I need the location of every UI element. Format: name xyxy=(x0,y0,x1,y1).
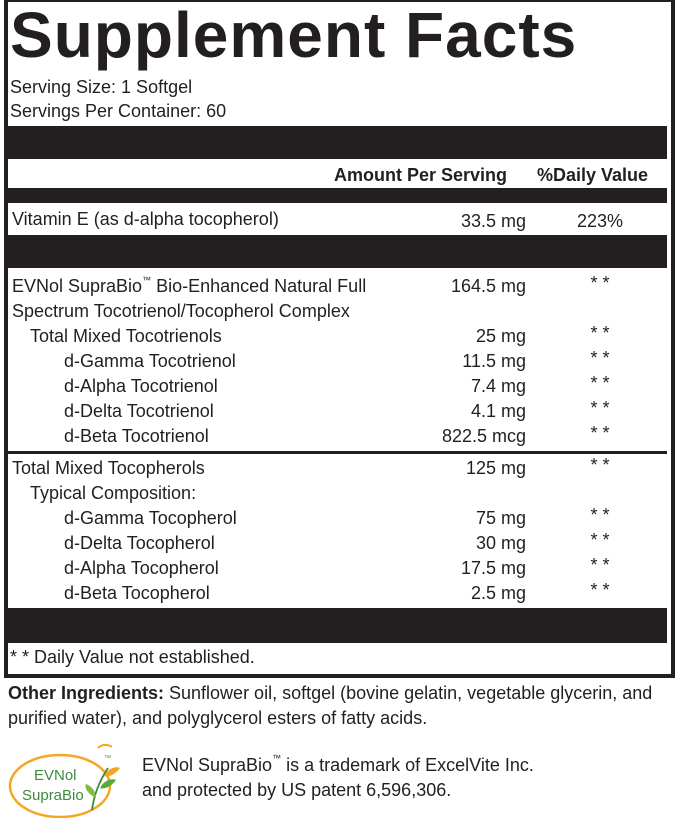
tocotrienol-name: d-Delta Tocotrienol xyxy=(64,401,214,421)
tocotrienol-amount: 822.5 mcg xyxy=(441,426,526,446)
tocopherol-dv: * * xyxy=(590,555,610,575)
tocopherol-dv: * * xyxy=(590,580,610,600)
tocopherols-total-name: Total Mixed Tocopherols xyxy=(12,458,205,478)
logo-text-line1: EVNol xyxy=(34,767,77,784)
serving-size: Serving Size: 1 Softgel xyxy=(10,77,193,97)
tocopherol-name: d-Delta Tocopherol xyxy=(64,533,215,553)
complex-dv: * * xyxy=(590,273,610,293)
daily-value-header: %Daily Value xyxy=(537,165,649,185)
tocopherol-amount: 75 mg xyxy=(475,508,526,528)
typical-composition-label: Typical Composition: xyxy=(30,483,197,503)
trademark-line2: and protected by US patent 6,596,306. xyxy=(142,780,452,800)
tocopherols-total-amount: 125 mg xyxy=(465,458,526,478)
other-ingredients-text: Sunflower oil, softgel (bovine gelatin, vegetable glycerin, and purified water), and polyglycerol esters of fatty acids. xyxy=(8,683,653,728)
tocotrienols-total-amount: 25 mg xyxy=(475,326,526,346)
complex-name-line1: EVNol SupraBio™ Bio-Enhanced Natural Full xyxy=(12,275,367,296)
daily-value-footnote: * * Daily Value not established. xyxy=(10,647,255,667)
tocopherol-name: d-Gamma Tocopherol xyxy=(64,508,237,528)
tocopherols-total-dv: * * xyxy=(590,455,610,475)
tocotrienol-dv: * * xyxy=(590,373,610,393)
tocotrienol-amount: 7.4 mg xyxy=(470,376,526,396)
panel-title: Supplement Facts xyxy=(10,0,578,71)
tocopherol-name: d-Alpha Tocopherol xyxy=(64,558,219,578)
tocopherol-name: d-Beta Tocopherol xyxy=(64,583,210,603)
trademark-notice xyxy=(142,753,534,803)
logo-ring xyxy=(10,755,110,817)
thick-divider-3 xyxy=(8,235,667,268)
thick-divider-1 xyxy=(8,126,667,159)
tocotrienol-dv: * * xyxy=(590,348,610,368)
tocotrienol-name: d-Gamma Tocotrienol xyxy=(64,351,236,371)
thick-divider-2 xyxy=(8,188,667,203)
tocotrienol-amount: 4.1 mg xyxy=(470,401,526,421)
tocotrienol-amount: 11.5 mg xyxy=(462,351,526,371)
other-ingredients xyxy=(8,681,673,731)
servings-per-container: Servings Per Container: 60 xyxy=(10,101,227,121)
complex-amount: 164.5 mg xyxy=(450,276,526,296)
vitamin-e-amount: 33.5 mg xyxy=(460,211,526,231)
tocotrienols-total-dv: * * xyxy=(590,323,610,343)
tocotrienol-dv: * * xyxy=(590,423,610,443)
amount-per-serving-header: Amount Per Serving xyxy=(334,165,508,185)
tocopherol-dv: * * xyxy=(590,530,610,550)
vitamin-e-name: Vitamin E (as d-alpha tocopherol) xyxy=(12,209,279,229)
tocopherol-amount: 17.5 mg xyxy=(460,558,526,578)
tocotrienol-name: d-Beta Tocotrienol xyxy=(64,426,209,446)
tocotrienol-dv: * * xyxy=(590,398,610,418)
tocotrienol-name: d-Alpha Tocotrienol xyxy=(64,376,218,396)
logo-tm: ™ xyxy=(104,755,111,762)
complex-name-line2: Spectrum Tocotrienol/Tocopherol Complex xyxy=(12,301,350,321)
trademark-line1: EVNol SupraBio™ is a trademark of ExcelVite Inc. xyxy=(142,753,534,775)
tocopherol-amount: 30 mg xyxy=(475,533,526,553)
evnol-suprabio-logo xyxy=(4,738,132,818)
logo-text-line2: SupraBio xyxy=(22,787,84,804)
vitamin-e-dv: 223% xyxy=(576,211,624,231)
tocopherol-amount: 2.5 mg xyxy=(470,583,526,603)
tocotrienols-total-name: Total Mixed Tocotrienols xyxy=(30,326,222,346)
other-ingredients-label: Other Ingredients: xyxy=(8,683,165,703)
thick-divider-4 xyxy=(8,608,667,643)
tocopherol-dv: * * xyxy=(590,505,610,525)
